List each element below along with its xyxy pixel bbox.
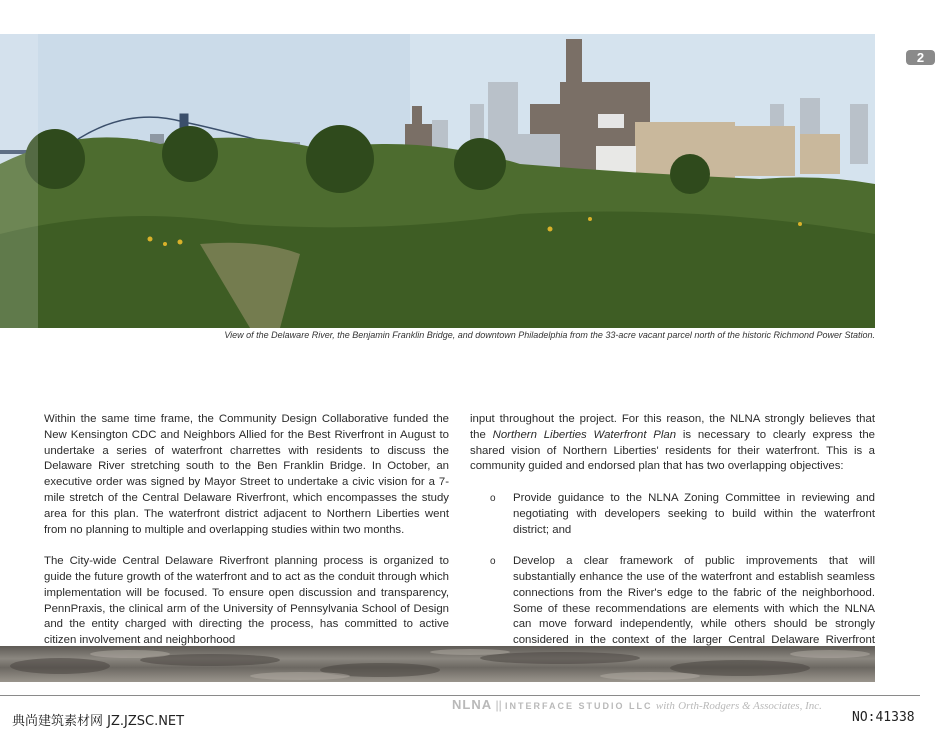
- plan-title: Northern Liberties Waterfront Plan: [492, 428, 677, 441]
- rock-texture-band: [0, 646, 875, 682]
- watermark-site: 典尚建筑素材网 JZ.JZSC.NET: [12, 714, 185, 729]
- bullet-text: Provide guidance to the NLNA Zoning Committee in reviewing and negotiating with developers seeking to build within the waterfront district; and: [513, 491, 875, 536]
- panorama-illustration: [0, 34, 875, 328]
- watermark-number: NO:41338: [852, 710, 915, 725]
- page-number-badge: 2: [906, 50, 935, 65]
- bullet-marker: o: [490, 492, 496, 504]
- intro-text-end: is necessary to clearly express the shared vision of Northern Liberties' residents for their waterfront. This is a community guided and endorsed plan that has two overlapping objectives:: [470, 428, 875, 473]
- photo-caption: View of the Delaware River, the Benjamin Franklin Bridge, and downtown Philadelphia from the 33-acre vacant parcel north of the historic Richmond Power Station.: [224, 330, 875, 340]
- intro-text-start: input throughout the project. For this reason, the NLNA strongly believes that the: [470, 413, 875, 441]
- list-item: [470, 491, 875, 538]
- footer-org: NLNA: [452, 697, 493, 712]
- footer-partner: INTERFACE STUDIO LLC: [505, 701, 653, 711]
- objectives-list: [470, 491, 875, 665]
- right-column: [470, 412, 875, 681]
- paragraph: The City-wide Central Delaware Riverfront planning process is organized to guide the future growth of the waterfront and to act as the conduit through which implementation will be focused. To ensure open discussion and transparency, PennPraxis, the clinical arm of the University of Pennsylvania School of Design and the entity charged with directing the process, has committed to active citizen involvement and neighborhood: [44, 555, 449, 647]
- intro-paragraph: [470, 412, 875, 475]
- footer-with: with: [655, 700, 675, 712]
- bullet-text: Develop a clear framework of public improvements that will substantially enhance the use of the waterfront and establish seamless connections from the River's edge to the fabric of the neighborhood. Some of these recommendations are elements with which the NLNA can move forward independently, while others should be strongly considered in the context of the larger Central Delaware Riverfront: [513, 555, 875, 647]
- left-column: [44, 412, 449, 665]
- footer-partner2: Orth-Rodgers & Associates, Inc.: [678, 700, 822, 712]
- bullet-marker: o: [490, 556, 496, 568]
- panorama-photo: [0, 34, 875, 328]
- footer-rule: [0, 695, 920, 696]
- rock-texture: [0, 646, 875, 682]
- paragraph: Within the same time frame, the Community Design Collaborative funded the New Kensington CDC and Neighbors Allied for the Best Riverfront in August to undertake a series of waterfront charrettes with residents to discuss the Delaware River stretching south to the Ben Franklin Bridge. In October, an executive order was signed by Mayor Street to undertake a civic vision for a 7-mile stretch of the Central Delaware Riverfront, which encompasses the study area for this plan. The waterfront district adjacent to Northern Liberties went from no planning to multiple and overlapping studies within two months.: [44, 413, 449, 536]
- footer-separator: ||: [495, 698, 502, 712]
- footer-credits: [452, 697, 822, 712]
